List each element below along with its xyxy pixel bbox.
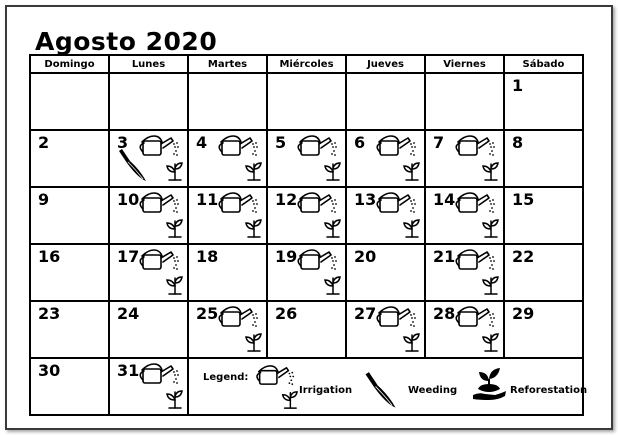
empty-day-cell xyxy=(30,73,109,130)
watering-can-icon xyxy=(450,303,500,355)
day-number: 4 xyxy=(196,133,208,152)
day-cell xyxy=(504,244,583,301)
machete-icon xyxy=(116,148,148,184)
day-cell xyxy=(504,301,583,358)
weekday-header: Miércoles xyxy=(267,55,346,73)
day-number: 19 xyxy=(275,247,298,266)
calendar-page xyxy=(5,5,613,430)
watering-can-icon xyxy=(134,360,184,412)
day-cell xyxy=(346,187,425,244)
day-number: 1 xyxy=(512,76,524,95)
week-row xyxy=(30,130,583,187)
empty-day-cell xyxy=(267,73,346,130)
day-number: 6 xyxy=(354,133,366,152)
day-cell xyxy=(346,301,425,358)
day-cell xyxy=(188,244,267,301)
empty-day-cell xyxy=(425,73,504,130)
day-number: 28 xyxy=(433,304,456,323)
day-number: 12 xyxy=(275,190,298,209)
watering-can-icon xyxy=(371,303,421,355)
empty-day-cell xyxy=(346,73,425,130)
day-number: 13 xyxy=(354,190,377,209)
week-row xyxy=(30,187,583,244)
day-number: 30 xyxy=(38,361,61,380)
day-cell xyxy=(109,130,188,187)
weekday-header: Jueves xyxy=(346,55,425,73)
day-cell xyxy=(109,358,188,415)
day-cell xyxy=(30,244,109,301)
day-number: 29 xyxy=(512,304,535,323)
week-row xyxy=(30,301,583,358)
day-cell xyxy=(109,301,188,358)
day-cell xyxy=(188,130,267,187)
legend-reforestation: Reforestation xyxy=(510,385,588,396)
day-cell xyxy=(188,187,267,244)
day-number: 5 xyxy=(275,133,287,152)
watering-can-icon xyxy=(213,132,263,184)
day-number: 11 xyxy=(196,190,219,209)
day-cell xyxy=(504,73,583,130)
day-number: 25 xyxy=(196,304,219,323)
weekday-header: Martes xyxy=(188,55,267,73)
day-cell xyxy=(425,187,504,244)
day-cell xyxy=(267,130,346,187)
day-number: 26 xyxy=(275,304,298,323)
legend xyxy=(188,358,588,415)
weekday-header: Sábado xyxy=(504,55,583,73)
weekday-header: Lunes xyxy=(109,55,188,73)
legend-box xyxy=(189,359,588,414)
watering-can-icon xyxy=(371,132,421,184)
week-row xyxy=(30,73,583,130)
watering-can-icon xyxy=(251,362,299,412)
day-number: 10 xyxy=(117,190,140,209)
day-cell xyxy=(30,187,109,244)
watering-can-icon xyxy=(134,246,184,298)
day-cell xyxy=(30,358,109,415)
day-number: 20 xyxy=(354,247,377,266)
calendar-grid xyxy=(29,54,588,416)
watering-can-icon xyxy=(450,189,500,241)
legend-label: Legend: xyxy=(203,372,249,383)
day-cell xyxy=(267,244,346,301)
day-cell xyxy=(267,187,346,244)
day-cell xyxy=(346,130,425,187)
day-cell xyxy=(267,301,346,358)
day-number: 23 xyxy=(38,304,61,323)
watering-can-icon xyxy=(450,246,500,298)
day-number: 15 xyxy=(512,190,535,209)
empty-day-cell xyxy=(109,73,188,130)
legend-weeding: Weeding xyxy=(408,385,458,396)
watering-can-icon xyxy=(450,132,500,184)
watering-can-icon xyxy=(213,303,263,355)
day-number: 17 xyxy=(117,247,140,266)
weekday-header: Domingo xyxy=(30,55,109,73)
day-cell xyxy=(346,244,425,301)
day-cell xyxy=(425,244,504,301)
day-cell xyxy=(425,130,504,187)
hand-seedling-icon xyxy=(471,365,507,403)
legend-irrigation: Irrigation xyxy=(299,385,353,396)
weekday-header: Viernes xyxy=(425,55,504,73)
day-number: 31 xyxy=(117,361,140,380)
day-cell xyxy=(30,301,109,358)
weekday-header-row xyxy=(30,55,583,73)
day-number: 9 xyxy=(38,190,50,209)
day-number: 2 xyxy=(38,133,50,152)
day-cell xyxy=(109,187,188,244)
day-number: 8 xyxy=(512,133,524,152)
watering-can-icon xyxy=(213,189,263,241)
week-row xyxy=(30,244,583,301)
watering-can-icon xyxy=(292,189,342,241)
week-row xyxy=(30,358,583,415)
calendar-title: Agosto 2020 xyxy=(35,27,218,56)
watering-can-icon xyxy=(371,189,421,241)
day-number: 7 xyxy=(433,133,445,152)
watering-can-icon xyxy=(292,246,342,298)
day-cell xyxy=(30,130,109,187)
day-number: 21 xyxy=(433,247,456,266)
day-number: 27 xyxy=(354,304,377,323)
day-cell xyxy=(188,301,267,358)
day-number: 24 xyxy=(117,304,140,323)
day-number: 22 xyxy=(512,247,535,266)
day-cell xyxy=(504,130,583,187)
day-cell xyxy=(425,301,504,358)
empty-day-cell xyxy=(188,73,267,130)
day-number: 3 xyxy=(117,133,129,152)
day-number: 18 xyxy=(196,247,219,266)
day-number: 16 xyxy=(38,247,61,266)
day-cell xyxy=(109,244,188,301)
machete-icon xyxy=(361,371,399,411)
day-cell xyxy=(504,187,583,244)
watering-can-icon xyxy=(134,189,184,241)
day-number: 14 xyxy=(433,190,456,209)
watering-can-icon xyxy=(292,132,342,184)
